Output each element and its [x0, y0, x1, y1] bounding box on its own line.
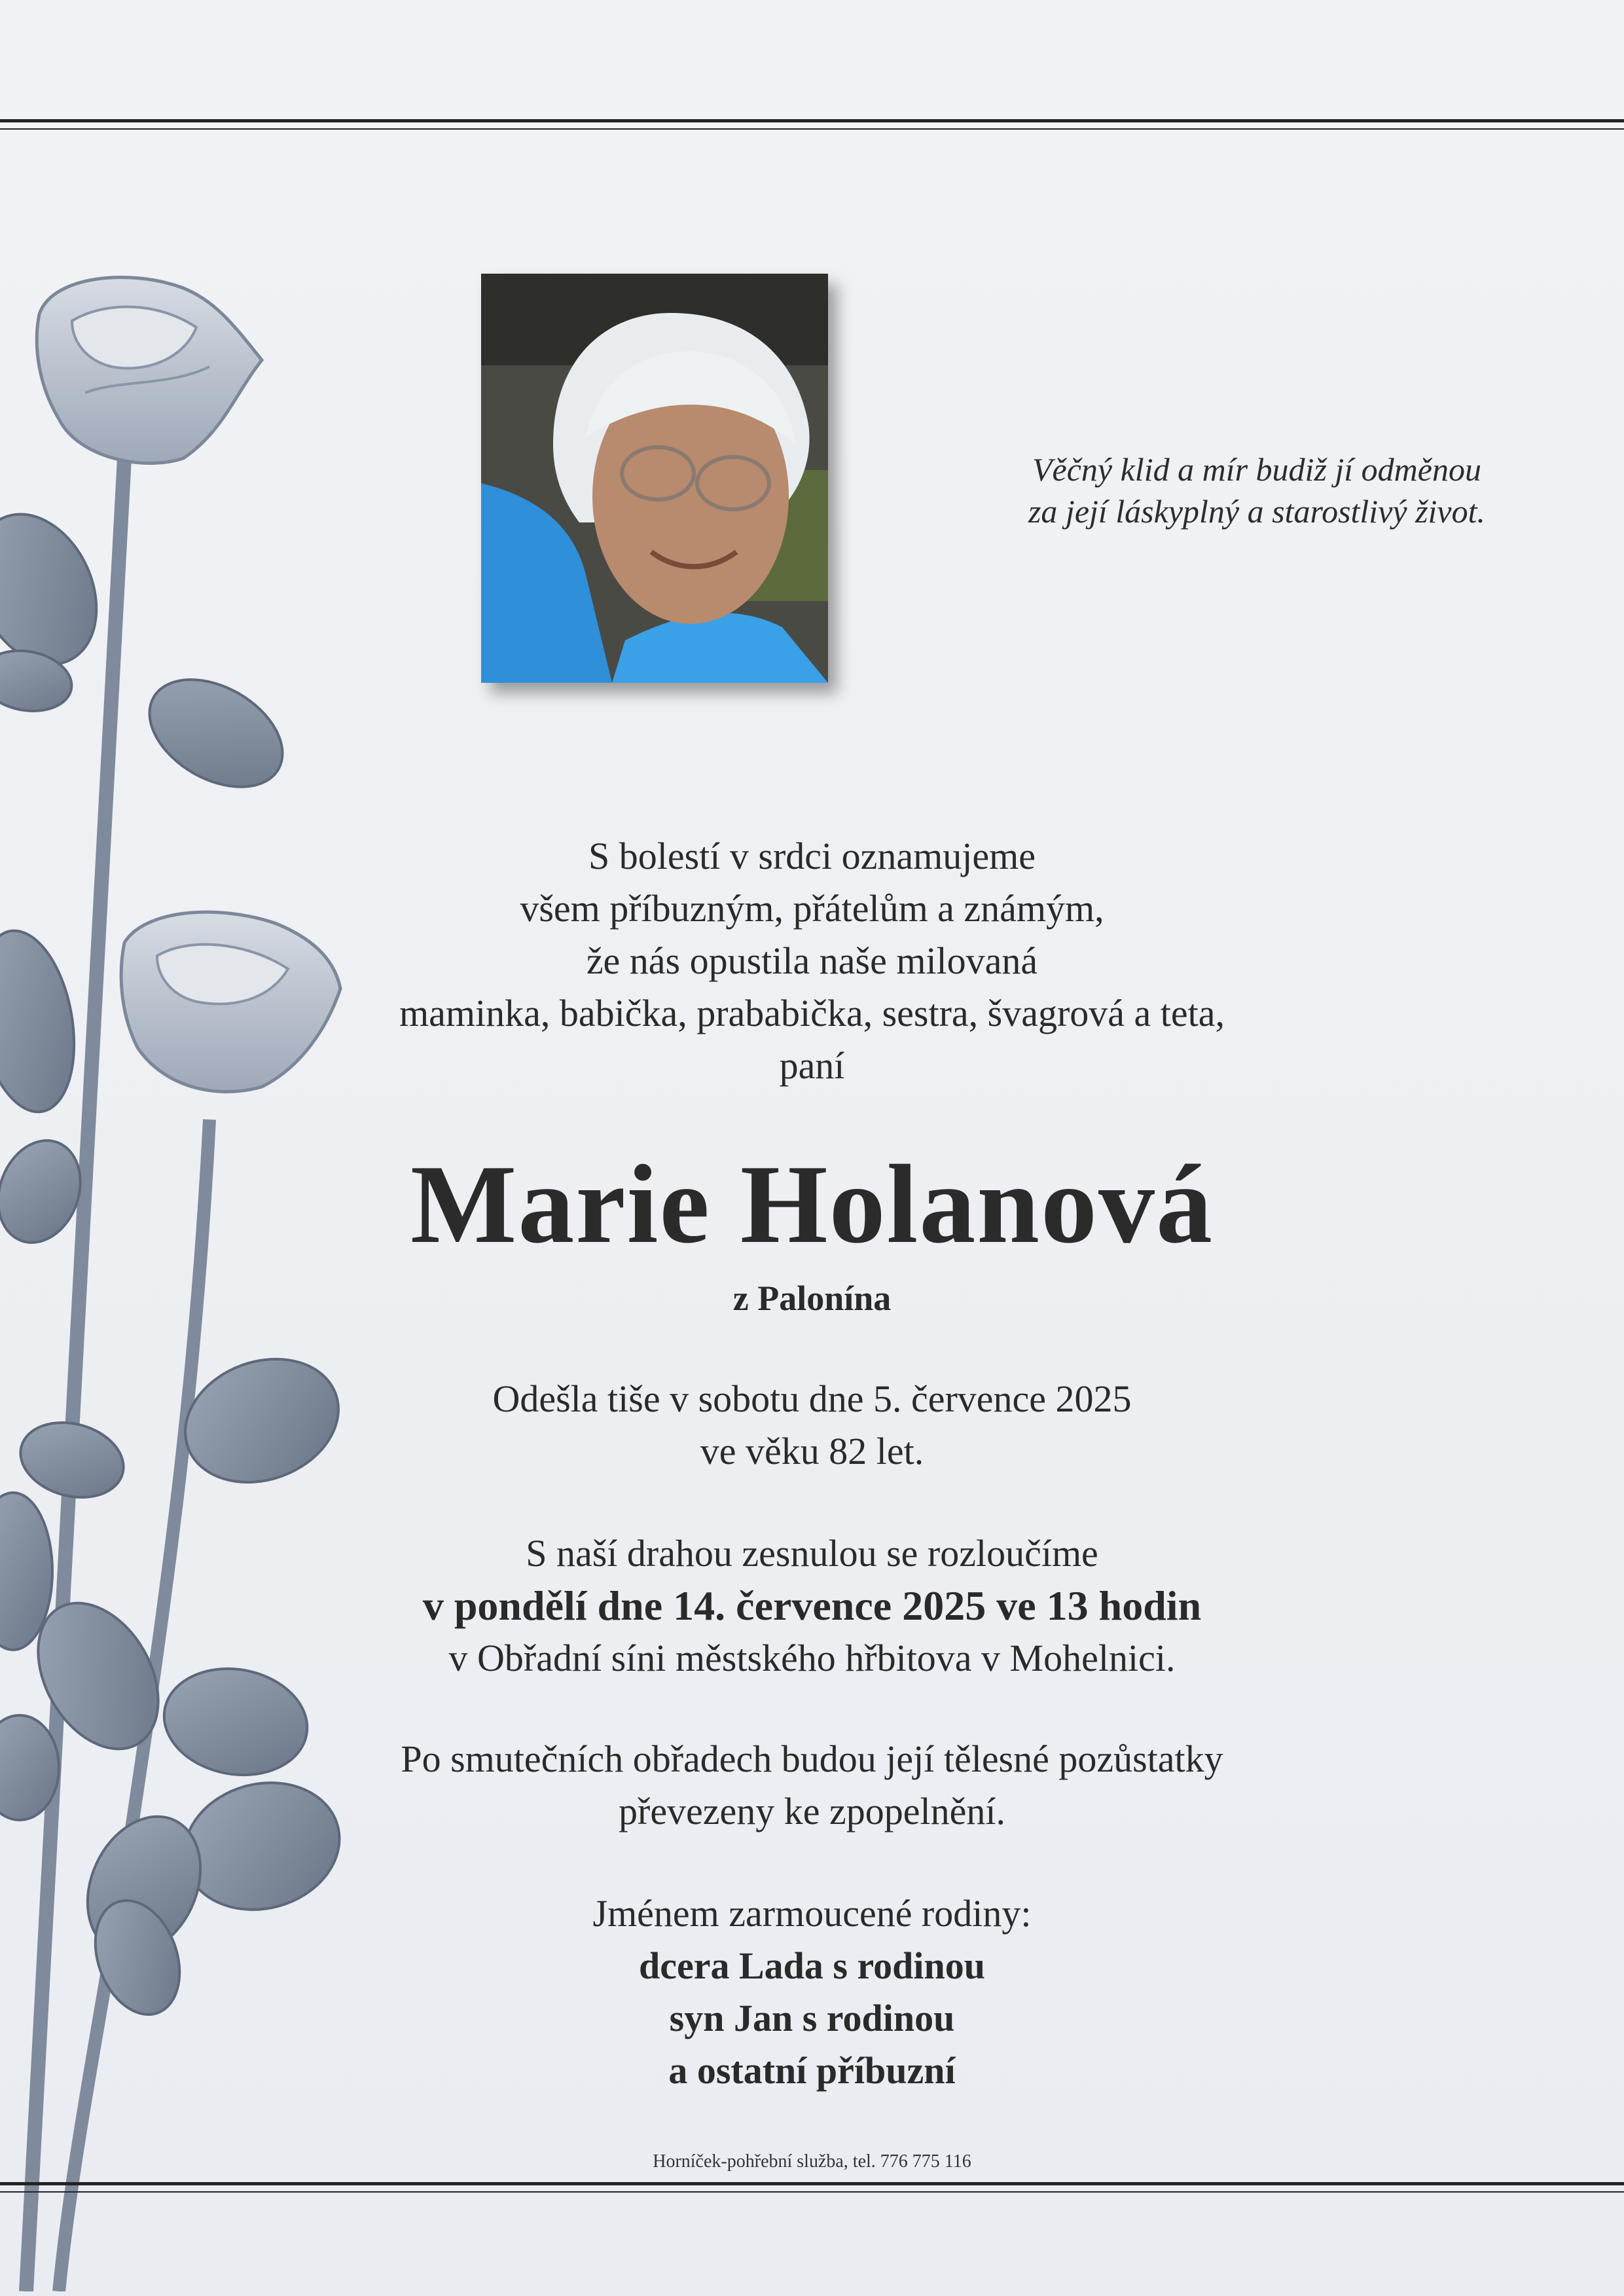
death-age-line: ve věku 82 let.: [700, 1430, 924, 1472]
intro-line-3: že nás opustila naše milovaná: [586, 939, 1038, 982]
top-border-line: [0, 119, 1624, 122]
family-member: dcera Lada s rodinou: [638, 1944, 986, 1987]
bottom-border-line: [0, 2182, 1624, 2185]
deceased-name: Marie Holanová: [410, 1142, 1214, 1267]
intro-line-5: paní: [779, 1044, 845, 1087]
intro-line-4: maminka, babička, prababička, sestra, švagrová a teta,: [399, 992, 1225, 1034]
farewell-info: [0, 1527, 1624, 1685]
family-signature: [0, 1887, 1624, 2097]
family-heading: Jménem zarmoucené rodiny:: [592, 1892, 1032, 1935]
funeral-service-footer: Horníček-pohřební služba, tel. 776 775 116: [653, 2151, 971, 2172]
death-date-line: Odešla tiše v sobotu dne 5. července 2025: [492, 1377, 1132, 1420]
portrait-photo: [481, 274, 828, 683]
quote-line-2: za její láskyplný a starostlivý život.: [1028, 493, 1486, 530]
intro-line-2: všem příbuzným, přátelům a známým,: [520, 887, 1104, 930]
announcement-intro: [0, 830, 1624, 1092]
cremation-info: [0, 1733, 1624, 1838]
cremation-line-2: převezeny ke zpopelnění.: [619, 1790, 1005, 1832]
death-info: [0, 1373, 1624, 1478]
farewell-datetime: v pondělí dne 14. července 2025 ve 13 hodin: [422, 1582, 1202, 1629]
deceased-origin: z Palonína: [732, 1279, 892, 1318]
family-member: syn Jan s rodinou: [669, 1997, 955, 2039]
intro-line-1: S bolestí v srdci oznamujeme: [588, 835, 1036, 877]
top-border-line-thin: [0, 128, 1624, 130]
rose-upper: [37, 278, 262, 464]
bottom-border-line-thin: [0, 2191, 1624, 2193]
farewell-location: v Obřadní síni městského hřbitova v Mohelnici.: [448, 1637, 1176, 1679]
cremation-line-1: Po smutečních obřadech budou její tělesné pozůstatky: [401, 1738, 1223, 1780]
farewell-line-1: S naší drahou zesnulou se rozloučíme: [526, 1532, 1098, 1575]
quote: [969, 448, 1545, 532]
quote-line-1: Věčný klid a mír budiž jí odměnou: [1032, 451, 1481, 488]
family-member: a ostatní příbuzní: [668, 2049, 956, 2092]
